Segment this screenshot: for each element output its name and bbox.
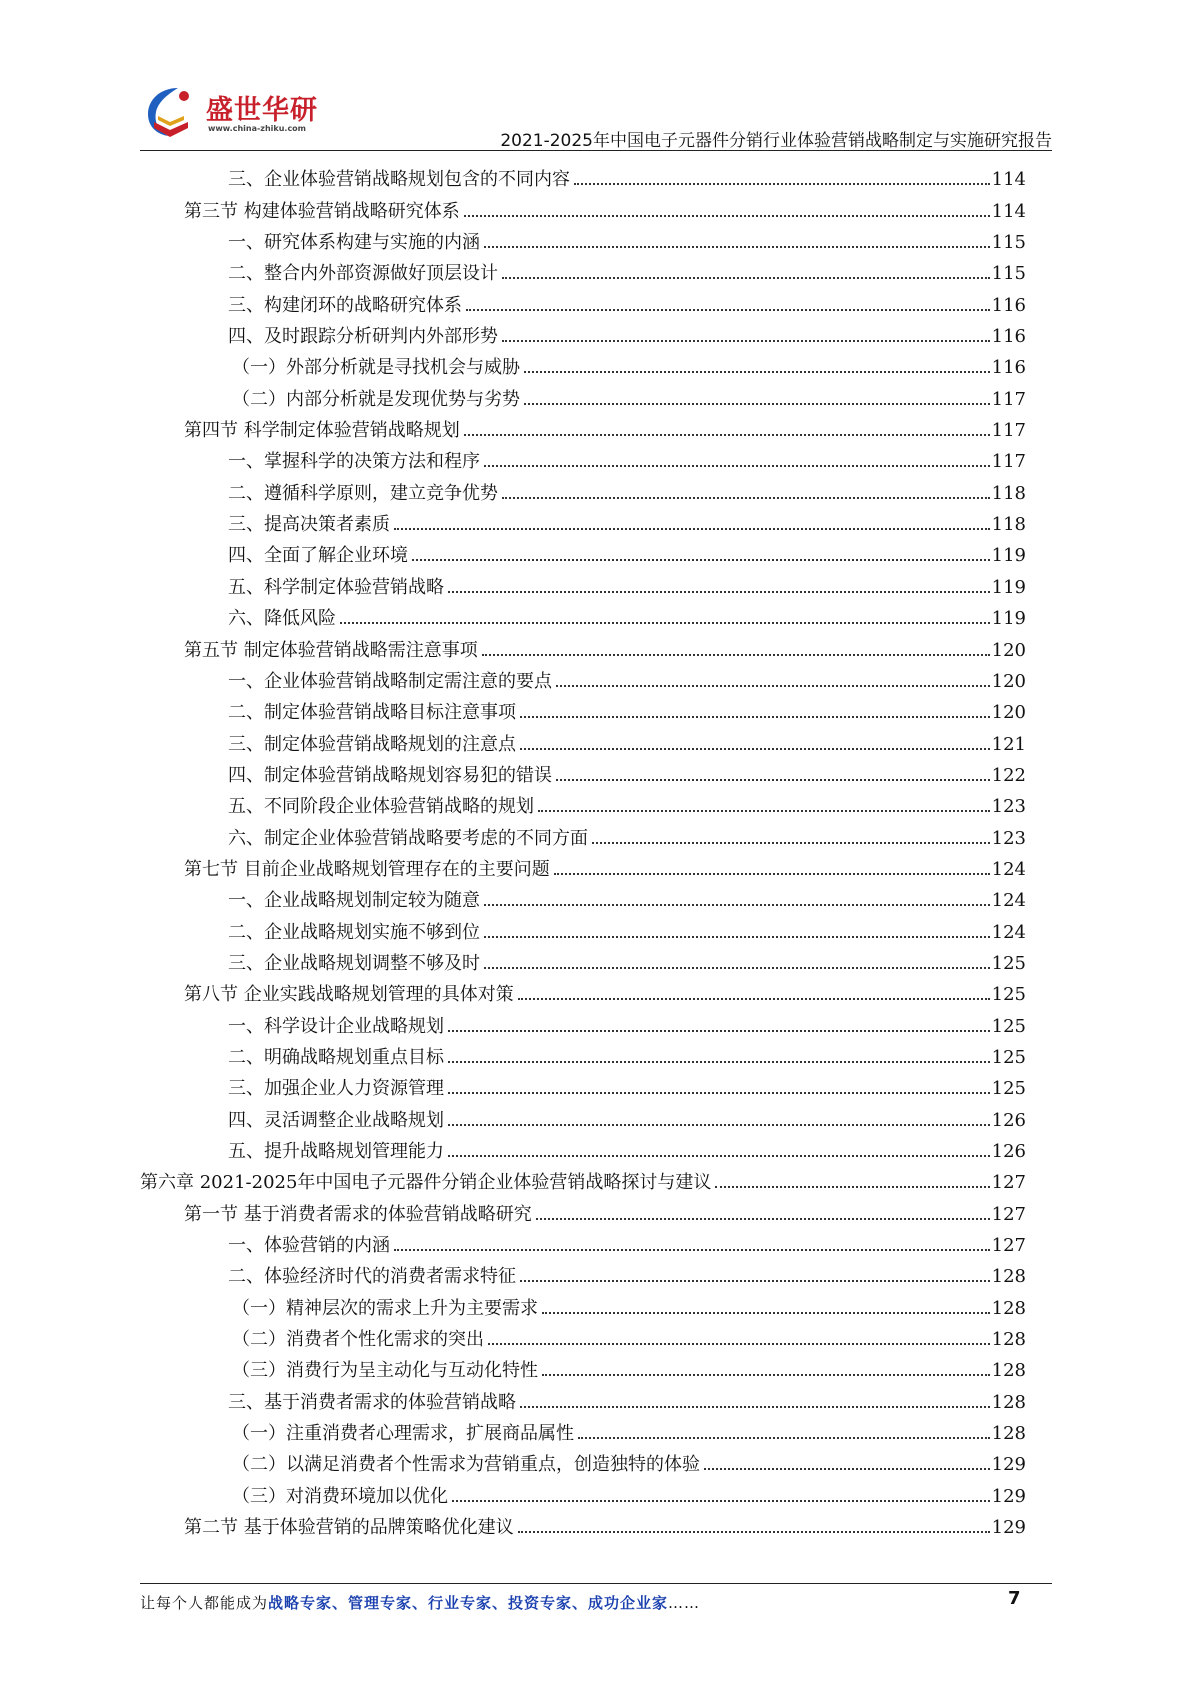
toc-entry-page: 129 [991,1517,1026,1539]
toc-entry-page: 126 [991,1141,1026,1162]
toc-entry[interactable] [140,536,1026,567]
toc-dot-leader [578,1437,990,1439]
toc-dot-leader [448,1124,990,1126]
toc-entry-title: 五、不同阶段企业体验营销战略的规划 [228,796,534,818]
toc-entry-page: 114 [991,200,1026,222]
toc-entry[interactable] [140,1257,1026,1288]
toc-dot-leader [484,967,990,969]
toc-entry[interactable] [140,473,1026,504]
toc-dot-leader [466,309,990,311]
toc-entry-title: 四、制定体验营销战略规划容易犯的错误 [228,764,552,786]
toc-entry-title: 三、提高决策者素质 [228,514,390,536]
toc-dot-leader [542,1312,990,1314]
toc-entry[interactable] [140,599,1026,630]
toc-entry-page: 121 [991,733,1026,755]
toc-entry-page: 128 [991,1266,1026,1288]
toc-entry-page: 120 [991,702,1026,724]
toc-dot-leader [556,685,990,687]
report-title: 2021-2025年中国电子元器件分销行业体验营销战略制定与实施研究报告 [500,131,1052,151]
toc-entry[interactable] [140,442,1026,473]
toc-dot-leader [464,215,990,217]
toc-entry[interactable] [140,1038,1026,1069]
toc-dot-leader [502,277,990,279]
toc-entry[interactable] [140,1414,1026,1445]
logo-name: 盛世华研 [206,95,318,126]
toc-entry[interactable] [140,160,1026,191]
toc-entry-title: 一、企业战略规划制定较为随意 [228,890,480,912]
toc-entry-page: 125 [991,1078,1026,1100]
toc-entry[interactable] [140,223,1026,254]
toc-entry-page: 128 [991,1329,1026,1351]
toc-entry[interactable] [140,912,1026,943]
slogan-highlight: 战略专家、管理专家、行业专家、投资专家、成功企业家 [268,1594,669,1612]
toc-entry-title: 六、降低风险 [228,608,336,630]
toc-entry[interactable] [140,850,1026,881]
toc-entry-title: 二、制定体验营销战略目标注意事项 [228,702,516,724]
toc-entry[interactable] [140,1351,1026,1382]
toc-entry-page: 118 [991,514,1026,536]
toc-entry-title: 第六章 2021-2025年中国电子元器件分销企业体验营销战略探讨与建议 [140,1172,712,1194]
toc-entry-page: 120 [991,639,1026,661]
toc-entry[interactable] [140,285,1026,316]
toc-entry[interactable] [140,818,1026,849]
toc-entry[interactable] [140,693,1026,724]
toc-entry-page: 124 [991,890,1026,912]
toc-dot-leader [484,936,990,938]
company-logo [140,82,340,144]
toc-entry-page: 125 [991,1015,1026,1037]
toc-entry-title: 二、明确战略规划重点目标 [228,1046,444,1068]
toc-dot-leader [452,1500,990,1502]
toc-entry-page: 124 [991,858,1026,880]
footer-divider [140,1583,1052,1584]
toc-entry-page: 122 [991,764,1026,786]
toc-entry-page: 120 [991,670,1026,692]
toc-entry[interactable] [140,1100,1026,1131]
toc-entry-title: 三、加强企业人力资源管理 [228,1078,444,1100]
toc-dot-leader [484,904,990,906]
toc-entry[interactable] [140,975,1026,1006]
toc-entry[interactable] [140,317,1026,348]
toc-entry[interactable] [140,1226,1026,1257]
toc-dot-leader [448,591,990,593]
toc-entry-page: 127 [991,1203,1026,1225]
toc-entry-page: 117 [991,388,1026,410]
toc-entry-title: 三、基于消费者需求的体验营销战略 [228,1391,516,1413]
toc-entry-title: 四、及时跟踪分析研判内外部形势 [228,326,498,348]
toc-dot-leader [520,716,990,718]
toc-entry[interactable] [140,756,1026,787]
toc-entry-title: （一）精神层次的需求上升为主要需求 [232,1297,538,1319]
toc-entry[interactable] [140,1445,1026,1476]
toc-dot-leader [340,622,990,624]
toc-entry-title: 三、制定体验营销战略规划的注意点 [228,733,516,755]
toc-dot-leader [448,1061,990,1063]
toc-entry-title: 二、整合内外部资源做好顶层设计 [228,263,498,285]
toc-entry-page: 128 [991,1297,1026,1319]
toc-entry-title: 一、企业体验营销战略制定需注意的要点 [228,670,552,692]
toc-entry-page: 116 [991,326,1026,348]
toc-entry-page: 129 [991,1485,1026,1507]
toc-entry-title: 第二节 基于体验营销的品牌策略优化建议 [184,1517,514,1539]
toc-entry-title: 五、科学制定体验营销战略 [228,576,444,598]
toc-entry-page: 129 [991,1454,1026,1476]
toc-entry-title: 二、体验经济时代的消费者需求特征 [228,1266,516,1288]
toc-entry[interactable] [140,630,1026,661]
slogan-suffix: …… [668,1594,701,1612]
toc-entry-title: 一、体验营销的内涵 [228,1235,390,1257]
toc-dot-leader [704,1468,990,1470]
toc-entry[interactable] [140,1288,1026,1319]
toc-entry-title: 第四节 科学制定体验营销战略规划 [184,420,460,442]
page-header [140,78,1052,150]
toc-dot-leader [554,873,990,875]
toc-entry[interactable] [140,348,1026,379]
page-number: 7 [1008,1588,1021,1609]
toc-entry-title: 第三节 构建体验营销战略研究体系 [184,200,460,222]
toc-dot-leader [412,559,990,561]
toc-entry[interactable] [140,1476,1026,1507]
toc-dot-leader [502,497,990,499]
header-divider [140,150,1052,151]
toc-entry-page: 128 [991,1360,1026,1382]
toc-dot-leader [488,1343,990,1345]
toc-entry-title: （二）消费者个性化需求的突出 [232,1329,484,1351]
toc-dot-leader [592,842,990,844]
toc-entry[interactable] [140,191,1026,222]
toc-entry-title: 三、企业体验营销战略规划包含的不同内容 [228,169,570,191]
toc-entry[interactable] [140,1508,1026,1539]
toc-entry-page: 115 [991,263,1026,285]
toc-entry-title: 二、遵循科学原则，建立竞争优势 [228,482,498,504]
toc-entry-page: 128 [991,1423,1026,1445]
toc-entry-page: 123 [991,796,1026,818]
toc-dot-leader [464,434,990,436]
toc-dot-leader [520,748,990,750]
toc-entry-title: 第七节 目前企业战略规划管理存在的主要问题 [184,858,550,880]
slogan-prefix: 让每个人都能成为 [140,1594,269,1612]
toc-entry-title: 三、企业战略规划调整不够及时 [228,952,480,974]
toc-dot-leader [518,998,990,1000]
toc-entry-title: （二）内部分析就是发现优势与劣势 [232,388,520,410]
toc-entry[interactable] [140,1320,1026,1351]
toc-entry-title: （三）对消费环境加以优化 [232,1485,448,1507]
toc-entry-title: 四、全面了解企业环境 [228,545,408,567]
toc-entry-title: 二、企业战略规划实施不够到位 [228,921,480,943]
toc-entry[interactable] [140,1006,1026,1037]
toc-entry-title: 一、掌握科学的决策方法和程序 [228,451,480,473]
toc-entry-page: 125 [991,1046,1026,1068]
toc-entry-title: （一）外部分析就是寻找机会与威胁 [232,357,520,379]
toc-entry-page: 119 [991,608,1026,630]
toc-entry-page: 114 [991,169,1026,191]
toc-dot-leader [484,246,990,248]
toc-dot-leader [524,403,990,405]
toc-entry-page: 116 [991,357,1026,379]
toc-entry[interactable] [140,944,1026,975]
toc-dot-leader [520,1406,990,1408]
toc-entry-page: 119 [991,545,1026,567]
toc-entry-page: 117 [991,420,1026,442]
toc-entry-page: 117 [991,451,1026,473]
toc-entry-page: 118 [991,482,1026,504]
toc-dot-leader [502,340,990,342]
toc-entry[interactable] [140,254,1026,285]
toc-entry-title: 一、科学设计企业战略规划 [228,1015,444,1037]
toc-entry-page: 116 [991,294,1026,316]
toc-dot-leader [538,810,990,812]
toc-entry-page: 125 [991,952,1026,974]
toc-entry[interactable] [140,724,1026,755]
toc-entry-title: （一）注重消费者心理需求，扩展商品属性 [232,1423,574,1445]
toc-dot-leader [448,1092,990,1094]
toc-entry[interactable] [140,1069,1026,1100]
toc-dot-leader [448,1155,990,1157]
toc-entry-page: 128 [991,1391,1026,1413]
toc-dot-leader [448,1030,990,1032]
toc-dot-leader [394,528,990,530]
toc-entry[interactable] [140,411,1026,442]
toc-entry-title: （二）以满足消费者个性需求为营销重点，创造独特的体验 [232,1454,700,1476]
toc-entry[interactable] [140,1194,1026,1225]
toc-entry-title: （三）消费行为呈主动化与互动化特性 [232,1360,538,1382]
toc-dot-leader [715,1186,989,1188]
toc-entry-page: 125 [991,984,1026,1006]
footer-slogan [140,1592,700,1613]
toc-entry-title: 第一节 基于消费者需求的体验营销战略研究 [184,1203,532,1225]
toc-entry-title: 第八节 企业实践战略规划管理的具体对策 [184,984,514,1006]
toc-dot-leader [484,465,990,467]
toc-entry-title: 五、提升战略规划管理能力 [228,1141,444,1162]
toc-entry[interactable] [140,567,1026,598]
toc-dot-leader [574,183,990,185]
toc-dot-leader [518,1531,990,1533]
toc-entry-page: 124 [991,921,1026,943]
toc-entry[interactable] [140,662,1026,693]
table-of-contents [140,160,1026,1539]
toc-dot-leader [520,1280,990,1282]
toc-entry[interactable] [140,787,1026,818]
toc-entry-title: 第五节 制定体验营销战略需注意事项 [184,639,478,661]
toc-entry-title: 四、灵活调整企业战略规划 [228,1109,444,1131]
toc-entry[interactable] [140,1132,1026,1163]
toc-entry-page: 127 [991,1172,1026,1194]
logo-url: www.china-zhiku.com [208,124,307,133]
toc-entry-title: 一、研究体系构建与实施的内涵 [228,232,480,254]
toc-entry[interactable] [140,1163,1026,1194]
toc-entry[interactable] [140,505,1026,536]
toc-entry-page: 127 [991,1235,1026,1257]
toc-dot-leader [482,654,990,656]
toc-dot-leader [536,1218,990,1220]
toc-dot-leader [556,779,990,781]
toc-entry-page: 123 [991,827,1026,849]
toc-entry-page: 126 [991,1109,1026,1131]
toc-entry[interactable] [140,881,1026,912]
toc-entry[interactable] [140,379,1026,410]
toc-entry-page: 115 [991,232,1026,254]
toc-entry-title: 六、制定企业体验营销战略要考虑的不同方面 [228,827,588,849]
toc-entry[interactable] [140,1382,1026,1413]
toc-dot-leader [394,1249,990,1251]
toc-entry-page: 119 [991,576,1026,598]
toc-entry-title: 三、构建闭环的战略研究体系 [228,294,462,316]
toc-dot-leader [542,1374,990,1376]
logo-emblem-icon [140,82,204,144]
toc-dot-leader [524,371,990,373]
